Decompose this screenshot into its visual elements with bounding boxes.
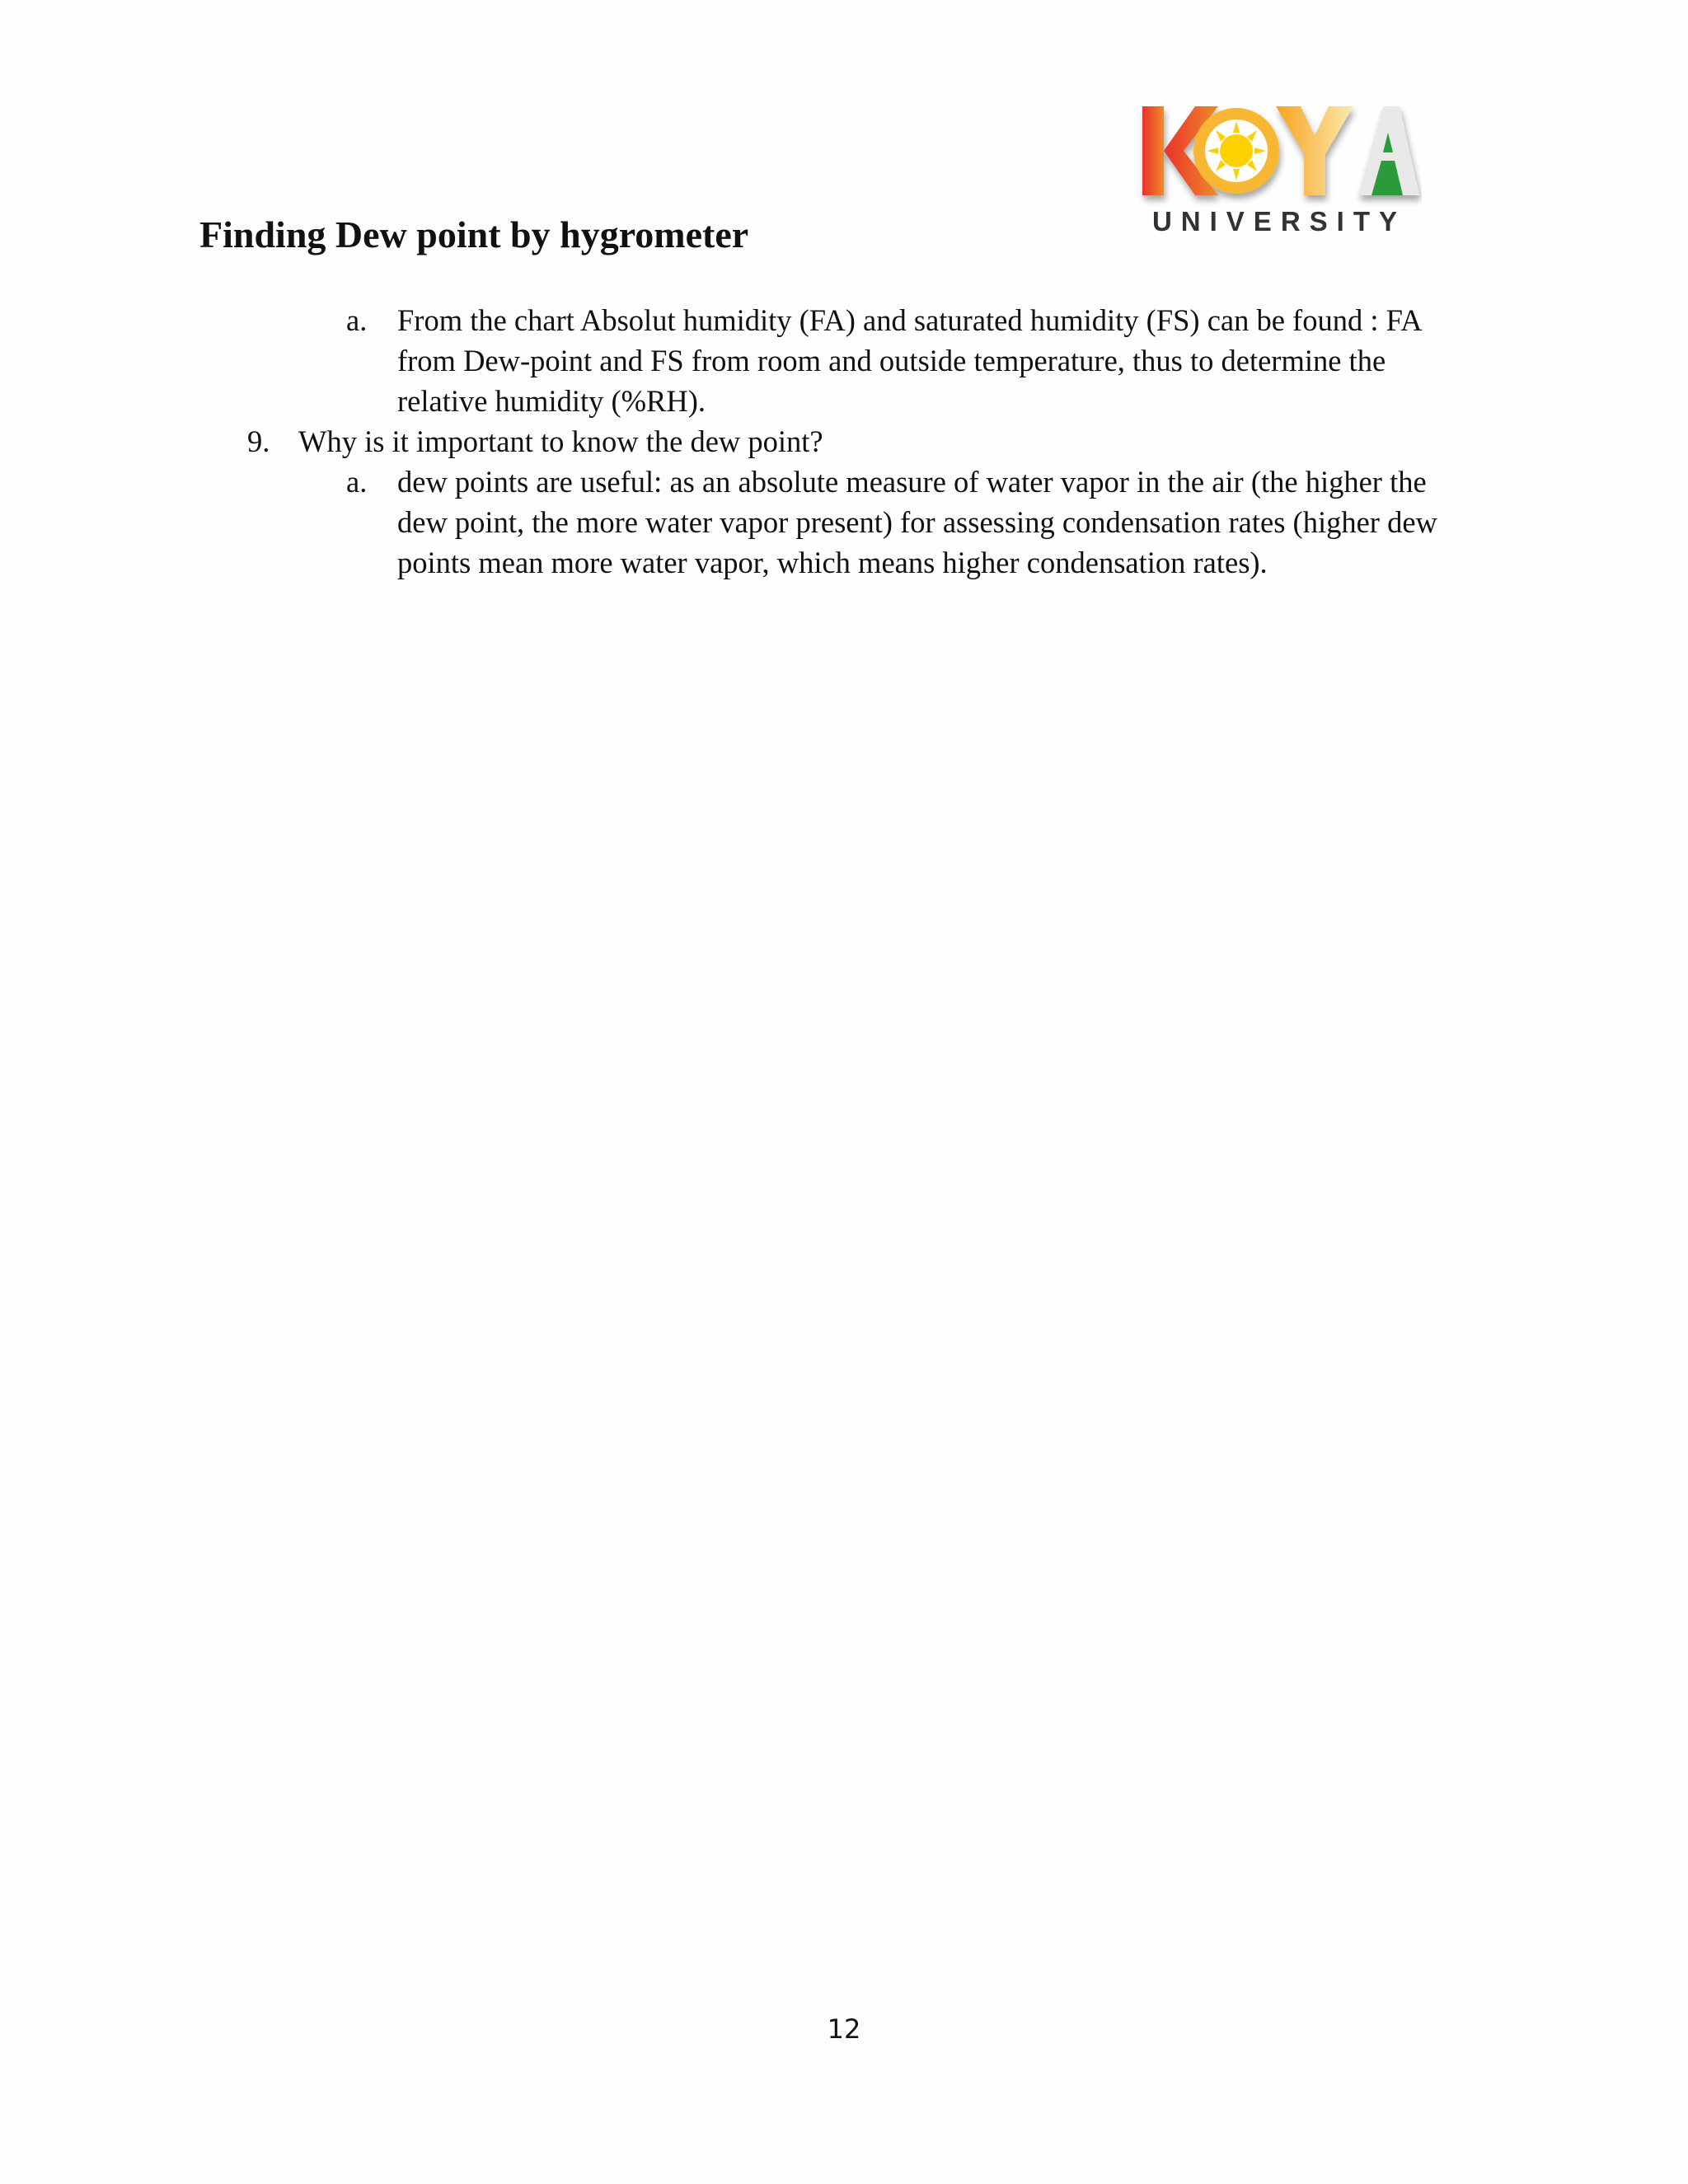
list-item-a-dew-point-uses [397,462,1437,583]
list-marker-9: 9. [247,424,270,458]
page-number: 12 [827,2013,861,2045]
logo-university-text: UNIVERSITY [1151,206,1407,237]
list-item-line: from Dew-point and FS from room and outside temperature, thus to determine the [397,344,1386,377]
list-item-line: relative humidity (%RH). [397,384,706,418]
list-item-line: dew points are useful: as an absolute measure of water vapor in the air (the higher the [397,465,1427,499]
list-item-line: points mean more water vapor, which means higher condensation rates). [397,546,1268,579]
list-marker-a: a. [346,303,368,337]
list-item-line: From the chart Absolut humidity (FA) and saturated humidity (FS) can be found : FA [397,303,1423,337]
list-item-a-absolute-humidity [397,300,1423,421]
list-item-line: dew point, the more water vapor present) for assessing condensation rates (higher dew [397,505,1437,539]
list-item-9-question: Why is it important to know the dew point? [298,424,823,458]
list-marker-a: a. [346,465,368,499]
page-heading: Finding Dew point by hygrometer [199,213,749,255]
koya-university-logo [1137,103,1422,247]
